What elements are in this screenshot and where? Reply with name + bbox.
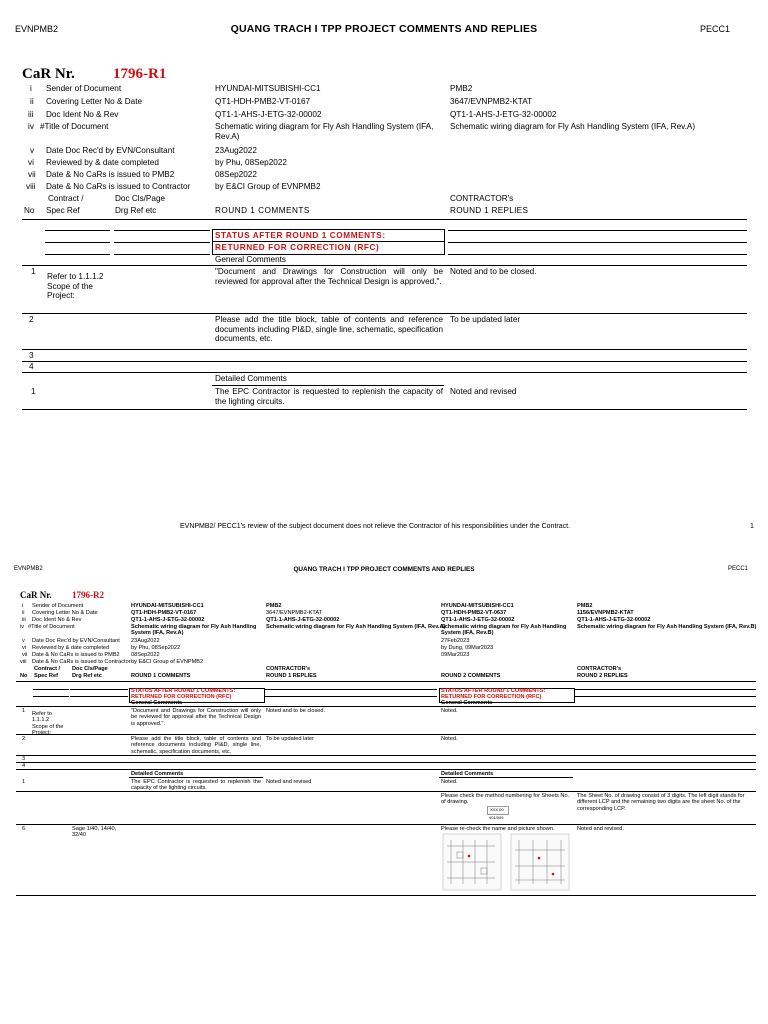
col-header-r2-comments: ROUND 2 COMMENTS — [441, 673, 501, 679]
detail-row-comment: The EPC Contractor is requested to replenish the capacity of the lighting circuits. — [131, 779, 261, 792]
info-reply-value: PMB2 — [450, 84, 473, 93]
row-reply: To be updated later — [450, 315, 521, 324]
info-label: Date & No CaRs is issued to PMB2 — [32, 652, 120, 658]
detail-row-number: 6 — [22, 826, 26, 832]
page-title: QUANG TRACH I TPP PROJECT COMMENTS AND REPLIES — [230, 23, 538, 35]
col-header-r1-replies: CONTRACTOR's — [266, 666, 311, 672]
row-number: 3 — [29, 351, 34, 360]
general-comments-heading: General Comments — [215, 255, 286, 264]
info-label: Date & No CaRs is issued to PMB2 — [46, 170, 175, 179]
col-header-drg: Drg Ref etc — [72, 673, 102, 679]
info-value: by E&CI Group of EVNPMB2 — [215, 182, 321, 191]
info-label: Covering Letter No & Date — [46, 97, 143, 106]
col-header-r2-replies: CONTRACTOR's — [577, 666, 622, 672]
row-number: 2 — [22, 736, 26, 742]
r2-reply-info: QT1-1-AHS-J-ETG-32-00002 — [577, 617, 651, 623]
col-header-r2-replies-bottom: ROUND 2 REPLIES — [577, 673, 628, 679]
car-label-p2: CaR Nr. — [20, 590, 52, 600]
info-value: Schematic wiring diagram for Fly Ash Handling System (IFA, Rev.A) — [215, 122, 434, 141]
col-header-comments: ROUND 1 COMMENTS — [215, 206, 310, 215]
figure-label: XXX 00 — [490, 807, 504, 812]
page-title-p2: QUANG TRACH I TPP PROJECT COMMENTS AND REPLIES — [293, 566, 475, 573]
info-num: iii — [28, 110, 34, 119]
r1-info: QT1-HDH-PMB2-VT-0167 — [131, 610, 197, 616]
status-line-2: RETURNED FOR CORRECTION (RFC) — [215, 243, 380, 252]
header-right-p2: PECC1 — [728, 566, 749, 572]
info-num: v — [22, 638, 25, 644]
general-comments-heading-r2: General Comments — [441, 700, 493, 706]
info-label: #Title of Document — [28, 624, 75, 630]
col-header-contractor: CONTRACTOR's — [450, 194, 514, 203]
info-num: iii — [22, 617, 26, 623]
r2-reply-info: PMB2 — [577, 603, 593, 609]
col-header-contract: Contract / — [34, 666, 61, 672]
status-r1-line-2: RETURNED FOR CORRECTION (RFC) — [131, 694, 232, 700]
col-header-spec: Spec Ref — [34, 673, 58, 679]
row-number: 1 — [22, 708, 26, 714]
detail6-r2-comment: Please re-check the name and picture shown. — [441, 826, 555, 832]
r1-info: by Phu, 08Sep2022 — [131, 645, 181, 651]
info-num: ii — [30, 97, 34, 106]
info-value: by Phu, 08Sep2022 — [215, 158, 287, 167]
info-num: iv — [20, 624, 25, 630]
info-num: viii — [20, 659, 27, 665]
info-num: i — [30, 84, 32, 93]
info-num: vi — [28, 158, 34, 167]
car-number: 1796-R1 — [113, 66, 167, 82]
row-comment: Please add the title block, table of contents and reference documents including PI&D, single line, schematic, specification documents, etc. — [131, 736, 261, 755]
info-value: 08Sep2022 — [215, 170, 257, 179]
footer-page-number: 1 — [750, 523, 754, 530]
info-num: vi — [22, 645, 27, 651]
r2-info: 27Feb2023 — [441, 638, 470, 644]
row-ref: Refer to 1.1.1.2 Scope of the Project: — [47, 272, 104, 301]
r1-reply-info: Schematic wiring diagram for Fly Ash Handling System (IFA, Rev.A) — [266, 624, 446, 630]
info-num: v — [30, 146, 35, 155]
car-number-p2: 1796-R2 — [72, 590, 104, 600]
header-right: PECC1 — [700, 24, 731, 34]
r2-info: HYUNDAI-MITSUBISHI-CC1 — [441, 603, 514, 609]
row-r2-comment: Noted. — [441, 736, 458, 742]
row-reply: To be updated later — [266, 736, 314, 742]
detail-row-number: 1 — [22, 779, 26, 785]
row-ref: Refer to 1.1.1.2 Scope of the Project: — [32, 711, 64, 737]
r2-info: by Dung, 09Mar2023 — [441, 645, 494, 651]
row-number: 2 — [29, 315, 34, 324]
row-comment: "Document and Drawings for Construction will only be reviewed for approval after the Technical Design is approved.". — [215, 267, 443, 286]
info-reply-value: QT1-1-AHS-J-ETG-32-00002 — [450, 110, 557, 119]
info-value: QT1-HDH-PMB2-VT-0167 — [215, 97, 311, 106]
info-label: Date Doc Rec'd by EVN/Consultant — [32, 638, 120, 644]
detail6-r2-reply: Noted and revised. — [577, 826, 624, 832]
info-label: #Title of Document — [40, 122, 109, 131]
info-num: vii — [22, 652, 28, 658]
r2-reply-info: 1156/EVNPMB2-KTAT — [577, 610, 634, 616]
r1-info: QT1-1-AHS-J-ETG-32-00002 — [131, 617, 205, 623]
detail5-r2-comment: Please check the method numbering for Sheets No. of drawing. — [441, 793, 570, 806]
info-num: viii — [26, 182, 36, 191]
status-r2-line-1: STATUS AFTER ROUND 1 COMMENTS: — [441, 688, 546, 694]
info-label: Doc Ident No & Rev — [46, 110, 119, 119]
row-reply: Noted and to be closed. — [450, 267, 537, 276]
col-header-r1-replies-bottom: ROUND 1 REPLIES — [266, 673, 317, 679]
footer-disclaimer: EVNPMB2/ PECC1's review of the subject document does not relieve the Contractor of his responsibilities under the Contract. — [180, 523, 571, 530]
col-header-spec: Spec Ref — [46, 206, 80, 215]
r2-info: QT1-HDH-PMB2-VT-0637 — [441, 610, 507, 616]
col-header-no: No — [20, 673, 28, 679]
row-number: 4 — [29, 362, 34, 371]
status-line-1: STATUS AFTER ROUND 1 COMMENTS: — [215, 231, 386, 240]
info-num: iv — [28, 122, 34, 131]
info-value: QT1-1-AHS-J-ETG-32-00002 — [215, 110, 322, 119]
col-header-doc: Doc Cls/Page — [115, 194, 166, 203]
col-header-no: No — [24, 206, 35, 215]
col-header-replies: ROUND 1 REPLIES — [450, 206, 529, 215]
r2-info: QT1-1-AHS-J-ETG-32-00002 — [441, 617, 515, 623]
info-label: Doc Ident No & Rev — [32, 617, 82, 623]
r1-info: 23Aug2022 — [131, 638, 160, 644]
info-num: vii — [28, 170, 36, 179]
header-left-p2: EVNPMB2 — [14, 566, 43, 572]
r2-info: 09Mar2023 — [441, 652, 470, 658]
detail-row-r2-comment: Noted. — [441, 779, 458, 785]
row-reply: Noted and to be closed. — [266, 708, 326, 714]
info-label: Sender of Document — [32, 603, 84, 609]
r1-info: 08Sep2022 — [131, 652, 160, 658]
car-label: CaR Nr. — [22, 66, 75, 82]
col-header-drg: Drg Ref etc — [115, 206, 157, 215]
figure-label: 001/009 — [489, 815, 504, 820]
r2-reply-info: Schematic wiring diagram for Fly Ash Handling System (IFA, Rev.B) — [577, 624, 757, 630]
detailed-comments-heading-r1: Detailed Comments — [131, 771, 184, 777]
status-r2-line-2: RETURNED FOR CORRECTION (RFC) — [441, 694, 542, 700]
info-num: i — [22, 603, 24, 609]
r1-reply-info: QT1-1-AHS-J-ETG-32-00002 — [266, 617, 340, 623]
col-header-contract: Contract / — [48, 194, 84, 203]
detail-row-reply: Noted and revised — [450, 387, 517, 396]
info-value: HYUNDAI-MITSUBISHI-CC1 — [215, 84, 321, 93]
row-comment: Please add the title block, table of contents and reference documents including PI&D, single line, schematic, specification documents, etc. — [215, 315, 443, 344]
status-r1-line-1: STATUS AFTER ROUND 1 COMMENTS: — [131, 688, 236, 694]
col-header-doc: Doc Cls/Page — [72, 666, 108, 672]
detail-row-number: 1 — [31, 387, 36, 396]
general-comments-heading-r1: General Comments — [131, 700, 183, 706]
header-left: EVNPMB2 — [15, 24, 59, 34]
detail5-r2-reply: The Sheet No. of drawing consist of 3 digits. The left digit stands for different LCP and the remaining two digits are the sheet No. of the corresponding LCP. — [577, 793, 745, 812]
r2-info: Schematic wiring diagram for Fly Ash Handling System (IFA, Rev.B) — [441, 624, 567, 637]
r1-info: by E&CI Group of EVNPMB2 — [131, 659, 204, 665]
info-reply-value: Schematic wiring diagram for Fly Ash Handling System (IFA, Rev.A) — [450, 122, 696, 131]
info-label: Date Doc Rec'd by EVN/Consultant — [46, 146, 175, 155]
row-number: 1 — [31, 267, 36, 276]
info-label: Reviewed by & date completed — [32, 645, 110, 651]
col-header-r1-comments: ROUND 1 COMMENTS — [131, 673, 191, 679]
r1-info: HYUNDAI-MITSUBISHI-CC1 — [131, 603, 204, 609]
info-label: Date & No CaRs is issued to Contractor — [32, 659, 131, 665]
row-comment: "Document and Drawings for Construction will only be reviewed for approval after the Technical Design is approved.". — [131, 708, 261, 727]
info-label: Reviewed by & date completed — [46, 158, 159, 167]
detail-row-comment: The EPC Contractor is requested to replenish the capacity of the lighting circuits. — [215, 387, 443, 406]
r1-reply-info: 3647/EVNPMB2-KTAT — [266, 610, 323, 616]
r1-info: Schematic wiring diagram for Fly Ash Handling System (IFA, Rev.A) — [131, 624, 257, 637]
info-num: ii — [22, 610, 25, 616]
schematic-drawing-figure — [441, 832, 573, 892]
info-label: Date & No CaRs is issued to Contractor — [46, 182, 191, 191]
detail-row-ref: Sage 1/40, 14/40, 32/40 — [72, 826, 117, 839]
info-value: 23Aug2022 — [215, 146, 257, 155]
detail-row-reply: Noted and revised — [266, 779, 312, 785]
info-reply-value: 3647/EVNPMB2-KTAT — [450, 97, 533, 106]
row-number: 4 — [22, 763, 26, 769]
row-number: 3 — [22, 756, 26, 762]
r1-reply-info: PMB2 — [266, 603, 282, 609]
row-r2-comment: Noted. — [441, 708, 458, 714]
detailed-comments-heading-r2: Detailed Comments — [441, 771, 494, 777]
detailed-comments-heading: Detailed Comments — [215, 374, 287, 383]
drawing-sheet-number-figure — [487, 806, 509, 815]
info-label: Sender of Document — [46, 84, 122, 93]
info-label: Covering Letter No & Date — [32, 610, 98, 616]
